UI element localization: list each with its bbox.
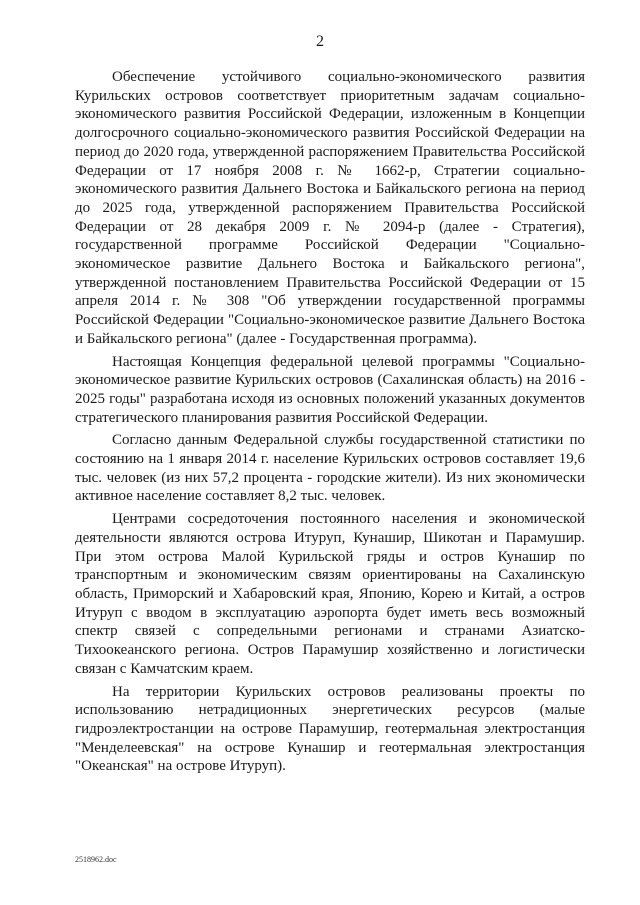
paragraph-1: Обеспечение устойчивого социально-экономического развития Курильских островов соответствует приоритетным задачам социально-экономического развития Российской Федерации, изложенным в Концепции долгосрочного социально-экономического развития Российской Федерации на период до 2020 года, утвержденной распоряжением Правительства Российской Федерации от 17 ноября 2008 г. № 1662-р, Стратегии социально-экономического развития Дальнего Востока и Байкальского региона на период до 2025 года, утвержденной распоряжением Правительства Российской Федерации от 28 декабря 2009 г. № 2094-р (далее - Стратегия), государственной программе Российской Федерации "Социально-экономическое развитие Дальнего Востока и Байкальского региона", утвержденной постановлением Правительства Российской Федерации от 15 апреля 2014 г. № 308 "Об утверждении государственной программы Российской Федерации "Социально-экономическое развитие Дальнего Востока и Байкальского региона" (далее - Государственная программа). bbox=[75, 69, 585, 347]
paragraph-5: На территории Курильских островов реализованы проекты по использованию нетрадиционных энергетических ресурсов (малые гидроэлектростанции на острове Парамушир, геотермальная электростанция "Менделеевская" на острове Кунашир и геотермальная электростанция "Океанская" на острове Итуруп). bbox=[75, 683, 585, 775]
page-number: 2 bbox=[316, 33, 324, 50]
footer-document-code: 2518962.doc bbox=[75, 855, 117, 864]
paragraph-3: Согласно данным Федеральной службы государственной статистики по состоянию на 1 января 2014 г. население Курильских островов составляет 19,6 тыс. человек (из них 57,2 процента - городские жители). Из них экономически активное население составляет 8,2 тыс. человек. bbox=[75, 432, 585, 505]
paragraph-2: Настоящая Концепция федеральной целевой программы "Социально-экономическое развитие Курильских островов (Сахалинская область) на 2016 - 2025 годы" разработана исходя из основных положений указанных документов стратегического планирования развития Российской Федерации. bbox=[75, 353, 585, 426]
paragraph-4: Центрами сосредоточения постоянного населения и экономической деятельности являются острова Итуруп, Кунашир, Шикотан и Парамушир. При этом острова Малой Курильской гряды и остров Кунашир по транспортным и экономическим связям ориентированы на Сахалинскую область, Приморский и Хабаровский края, Японию, Корею и Китай, а остров Итуруп с вводом в эксплуатацию аэропорта будет иметь весь возможный спектр связей с сопредельными регионами и странами Азиатско-Тихоокеанского региона. Остров Парамушир хозяйственно и логистически связан с Камчатским краем. bbox=[75, 511, 585, 677]
body-text bbox=[75, 68, 585, 780]
